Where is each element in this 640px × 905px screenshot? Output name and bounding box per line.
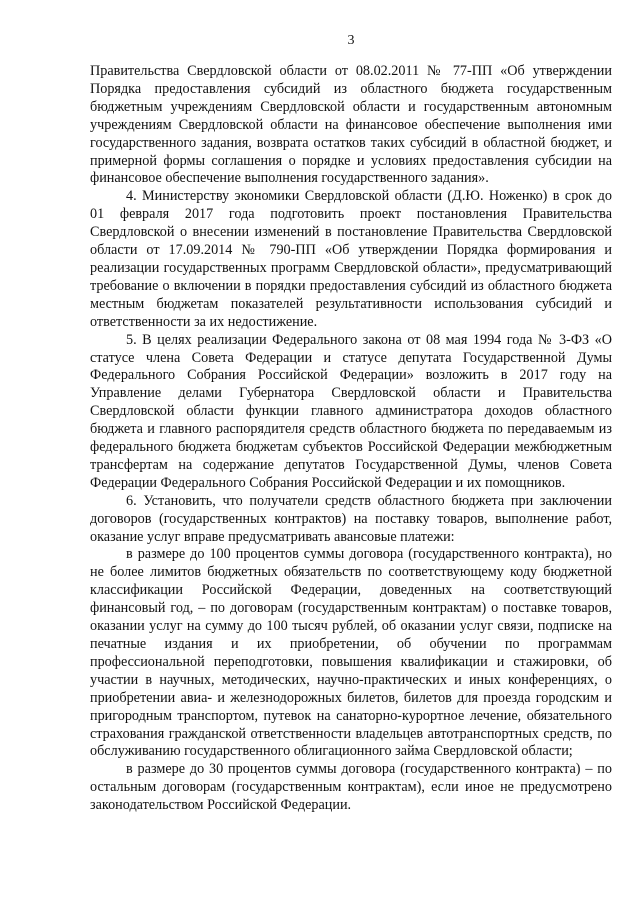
paragraph-item-5: 5. В целях реализации Федерального закона от 08 мая 1994 года № 3-ФЗ «О статусе члена Совета Федерации и статусе депутата Государственной Думы Федерального Собрания Российской Федерации» возложить в 2017 году на Управление делами Губернатора Свердловской области и Правительства Свердловской области функции главного администратора доходов областного бюджета и главного распорядителя средств областного бюджета по передаваемым из федерального бюджета бюджетам субъектов Российской Федерации межбюджетным трансфертам на содержание депутатов Государственной Думы, членов Совета Федерации Федерального Собрания Российской Федерации и их помощников. <box>90 331 612 491</box>
document-page <box>90 32 612 815</box>
paragraph-item-6: 6. Установить, что получатели средств областного бюджета при заключении договоров (государственных контрактов) на поставку товаров, выполнение работ, оказание услуг вправе предусматривать авансовые платежи: <box>90 492 612 545</box>
paragraph-continuation-resolution: Правительства Свердловской области от 08.02.2011 № 77-ПП «Об утверждении Порядка предоставления субсидий из областного бюджета государственным бюджетным учреждениям Свердловской области и государственным автономным учреждениям Свердловской области на финансовое обеспечение выполнения ими государственного задания, возврата остатков таких субсидий в областной бюджет, и примерной формы соглашения о порядке и условиях предоставления субсидии на финансовое обеспечение выполнения государственного задания». <box>90 63 612 187</box>
paragraph-advance-30-percent: в размере до 30 процентов суммы договора (государственного контракта) – по остальным договорам (государственным контрактам), если иное не предусмотрено законодательством Российской Федерации. <box>90 761 612 814</box>
paragraph-item-4: 4. Министерству экономики Свердловской области (Д.Ю. Ноженко) в срок до 01 февраля 2017 года подготовить проект постановления Правительства Свердловской о внесении изменений в постановление Правительства Свердловской области от 17.09.2014 № 790-ПП «Об утверждении Порядка формирования и реализации государственных программ Свердловской области», предусматривающий требование о включении в порядки предоставления субсидий из областного бюджета местным бюджетам показателей результативности использования субсидий и ответственности за их недостижение. <box>90 188 612 330</box>
paragraph-advance-100-percent: в размере до 100 процентов суммы договора (государственного контракта), но не более лимитов бюджетных обязательств по соответствующему коду бюджетной классификации Российской Федерации, доведенных на соответствующий финансовый год, – по договорам (государственным контрактам) о поставке товаров, оказании услуг на сумму до 100 тысяч рублей, об оказании услуг связи, подписке на печатные издания и их приобретении, об обучении по программам профессиональной переподготовки, повышения квалификации и стажировки, об участии в научных, методических, научно-практических и иных конференциях, о приобретении авиа- и железнодорожных билетов, билетов для проезда городским и пригородным транспортом, путевок на санаторно-курортное лечение, обязательного страхования гражданской ответственности владельцев автотранспортных средств, по обслуживанию государственного облигационного займа Свердловской области; <box>90 546 612 760</box>
page-number: 3 <box>347 33 355 48</box>
